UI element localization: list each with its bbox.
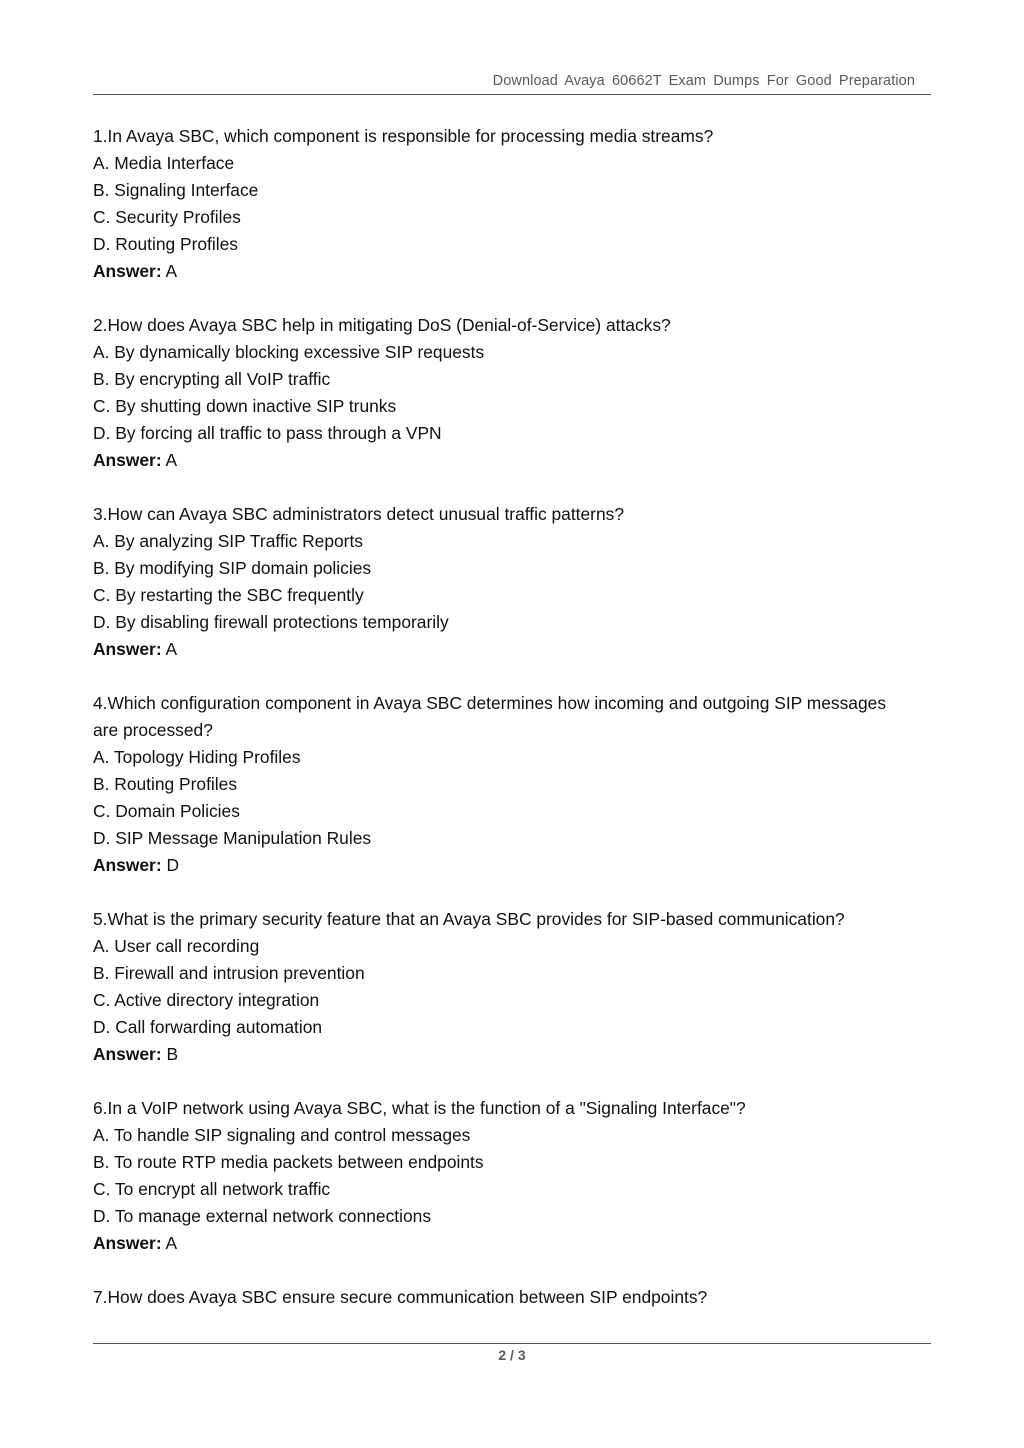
question-2: [93, 312, 923, 474]
answer-label: Answer:: [93, 639, 162, 659]
answer-line: [93, 447, 923, 474]
option-b: B. By modifying SIP domain policies: [93, 558, 372, 578]
option-c: C. Active directory integration: [93, 990, 320, 1010]
answer-label: Answer:: [93, 1233, 162, 1253]
answer-label: Answer:: [93, 450, 162, 470]
answer-value: D: [166, 855, 180, 875]
question-6: [93, 1095, 923, 1257]
question-stem: 3.How can Avaya SBC administrators detect unusual traffic patterns?: [93, 504, 625, 524]
question-stem-line-2: are processed?: [93, 720, 213, 740]
option-b: B. To route RTP media packets between endpoints: [93, 1152, 484, 1172]
question-1: [93, 123, 923, 285]
option-d: D. By forcing all traffic to pass through a VPN: [93, 423, 442, 443]
answer-line: [93, 258, 923, 285]
option-b: B. Firewall and intrusion prevention: [93, 963, 365, 983]
answer-label: Answer:: [93, 1044, 162, 1064]
question-stem: 6.In a VoIP network using Avaya SBC, what is the function of a "Signaling Interface"?: [93, 1098, 746, 1118]
answer-value: A: [165, 1233, 178, 1253]
document-body: [93, 123, 923, 1338]
answer-line: [93, 852, 923, 879]
option-a: A. To handle SIP signaling and control messages: [93, 1125, 471, 1145]
question-stem: 5.What is the primary security feature that an Avaya SBC provides for SIP-based communication?: [93, 909, 845, 929]
answer-value: B: [166, 1044, 179, 1064]
answer-line: [93, 1041, 923, 1068]
option-d: D. Call forwarding automation: [93, 1017, 323, 1037]
option-b: B. By encrypting all VoIP traffic: [93, 369, 331, 389]
question-stem: 2.How does Avaya SBC help in mitigating DoS (Denial-of-Service) attacks?: [93, 315, 671, 335]
option-d: D. By disabling firewall protections temporarily: [93, 612, 449, 632]
option-a: A. By analyzing SIP Traffic Reports: [93, 531, 364, 551]
page-number: 2 / 3: [498, 1347, 526, 1363]
option-c: C. To encrypt all network traffic: [93, 1179, 331, 1199]
answer-label: Answer:: [93, 261, 162, 281]
page-header: [93, 72, 931, 95]
question-4: [93, 690, 923, 879]
option-d: D. SIP Message Manipulation Rules: [93, 828, 372, 848]
option-c: C. By restarting the SBC frequently: [93, 585, 364, 605]
option-b: B. Signaling Interface: [93, 180, 259, 200]
option-a: A. By dynamically blocking excessive SIP requests: [93, 342, 485, 362]
page-footer: [93, 1343, 931, 1363]
answer-value: A: [165, 450, 178, 470]
option-c: C. Domain Policies: [93, 801, 240, 821]
option-d: D. Routing Profiles: [93, 234, 238, 254]
question-5: [93, 906, 923, 1068]
option-a: A. User call recording: [93, 936, 260, 956]
header-title: Download Avaya 60662T Exam Dumps For Good Preparation: [492, 73, 915, 89]
question-7: [93, 1284, 923, 1311]
answer-value: A: [165, 639, 178, 659]
question-stem: 7.How does Avaya SBC ensure secure communication between SIP endpoints?: [93, 1287, 708, 1307]
question-stem: 1.In Avaya SBC, which component is responsible for processing media streams?: [93, 126, 714, 146]
option-c: C. Security Profiles: [93, 207, 241, 227]
answer-value: A: [165, 261, 178, 281]
option-a: A. Media Interface: [93, 153, 235, 173]
question-3: [93, 501, 923, 663]
option-b: B. Routing Profiles: [93, 774, 238, 794]
option-c: C. By shutting down inactive SIP trunks: [93, 396, 397, 416]
question-stem-line-1: 4.Which configuration component in Avaya SBC determines how incoming and outgoing SIP messages: [93, 693, 887, 713]
option-d: D. To manage external network connections: [93, 1206, 432, 1226]
option-a: A. Topology Hiding Profiles: [93, 747, 301, 767]
answer-label: Answer:: [93, 855, 162, 875]
answer-line: [93, 1230, 923, 1257]
answer-line: [93, 636, 923, 663]
